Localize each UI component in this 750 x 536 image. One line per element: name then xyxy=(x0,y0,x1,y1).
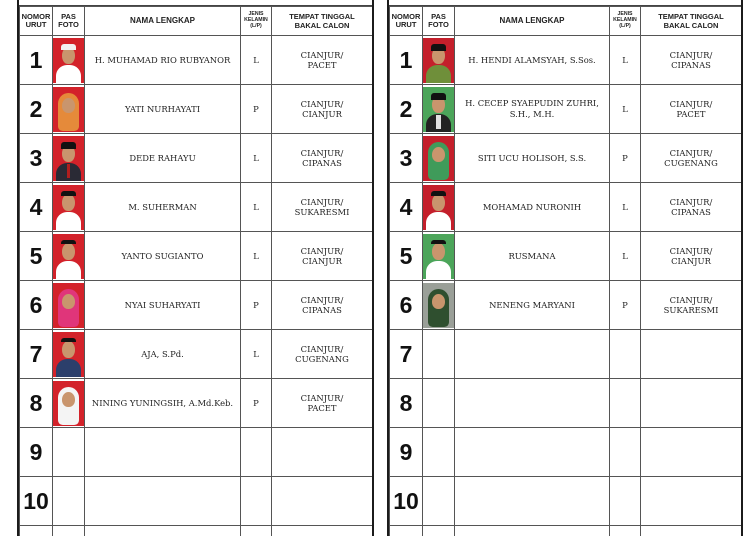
header-pas-foto: PAS FOTO xyxy=(423,7,455,36)
candidate-photo-empty xyxy=(423,330,455,379)
candidate-sex xyxy=(610,330,641,379)
candidate-residence: CIANJUR/ CUGENANG xyxy=(272,330,373,379)
candidate-photo xyxy=(53,379,85,428)
row-number: 2 xyxy=(20,85,53,134)
candidate-name: H. CECEP SYAEPUDIN ZUHRI, S.H., M.H. xyxy=(455,85,610,134)
table-row xyxy=(390,428,742,477)
header-tempat-tinggal: TEMPAT TINGGAL BAKAL CALON xyxy=(641,7,742,36)
candidate-sex: L xyxy=(241,232,272,281)
candidate-residence xyxy=(641,379,742,428)
table-header xyxy=(20,7,373,36)
candidate-photo xyxy=(423,36,455,85)
candidate-photo xyxy=(53,281,85,330)
candidate-sex: L xyxy=(241,183,272,232)
table-row xyxy=(390,379,742,428)
candidate-sex: P xyxy=(241,85,272,134)
table-row xyxy=(20,379,373,428)
table-row xyxy=(390,36,742,85)
candidate-sex xyxy=(241,477,272,526)
candidate-list-right xyxy=(387,0,743,536)
candidate-residence xyxy=(272,428,373,477)
row-number: 5 xyxy=(20,232,53,281)
table-row xyxy=(20,36,373,85)
header-nomor-urut: NOMOR URUT xyxy=(20,7,53,36)
candidate-name: NENENG MARYANI xyxy=(455,281,610,330)
table-row xyxy=(20,477,373,526)
table-row xyxy=(20,183,373,232)
candidate-name xyxy=(455,379,610,428)
candidate-sex: L xyxy=(610,36,641,85)
candidate-name: YANTO SUGIANTO xyxy=(85,232,241,281)
candidate-photo xyxy=(423,183,455,232)
row-number: 9 xyxy=(390,428,423,477)
candidate-residence: CIANJUR/ SUKARESMI xyxy=(641,281,742,330)
table-row xyxy=(390,281,742,330)
candidate-photo xyxy=(423,281,455,330)
table-row xyxy=(20,526,373,536)
candidate-sex: L xyxy=(241,330,272,379)
header-jenis-kelamin: JENIS KELAMIN (L/P) xyxy=(610,7,641,36)
table-row xyxy=(20,281,373,330)
row-number: 3 xyxy=(390,134,423,183)
header-pas-foto: PAS FOTO xyxy=(53,7,85,36)
candidate-table-right xyxy=(389,6,742,536)
row-number: 4 xyxy=(20,183,53,232)
candidate-photo xyxy=(53,183,85,232)
candidate-residence: CIANJUR/ CIPANAS xyxy=(272,281,373,330)
candidate-list-left xyxy=(17,0,374,536)
header-nama-lengkap: NAMA LENGKAP xyxy=(85,7,241,36)
header-jenis-kelamin: JENIS KELAMIN (L/P) xyxy=(241,7,272,36)
candidate-name: DEDE RAHAYU xyxy=(85,134,241,183)
candidate-residence xyxy=(641,477,742,526)
candidate-photo xyxy=(423,134,455,183)
row-number: 6 xyxy=(390,281,423,330)
row-number: 7 xyxy=(390,330,423,379)
table-row xyxy=(390,477,742,526)
header-nomor-urut: NOMOR URUT xyxy=(390,7,423,36)
candidate-photo-empty xyxy=(423,379,455,428)
candidate-photo xyxy=(53,36,85,85)
candidate-residence: CIANJUR/ PACET xyxy=(272,379,373,428)
candidate-name: H. MUHAMAD RIO RUBYANOR xyxy=(85,36,241,85)
row-number: 7 xyxy=(20,330,53,379)
candidate-name: MOHAMAD NURONIH xyxy=(455,183,610,232)
candidate-photo xyxy=(53,134,85,183)
candidate-photo xyxy=(53,85,85,134)
candidate-residence: CIANJUR/ CIANJUR xyxy=(272,232,373,281)
candidate-residence xyxy=(641,330,742,379)
table-row xyxy=(20,232,373,281)
candidate-photo-empty xyxy=(423,477,455,526)
candidate-name: NYAI SUHARYATI xyxy=(85,281,241,330)
candidate-sex: P xyxy=(610,134,641,183)
candidate-name xyxy=(455,477,610,526)
candidate-residence: CIANJUR/ CIPANAS xyxy=(641,183,742,232)
candidate-sex xyxy=(610,477,641,526)
table-row xyxy=(20,330,373,379)
row-number: 1 xyxy=(20,36,53,85)
table-row xyxy=(20,428,373,477)
candidate-residence: CIANJUR/ CUGENANG xyxy=(641,134,742,183)
candidate-name: YATI NURHAYATI xyxy=(85,85,241,134)
candidate-sex xyxy=(610,379,641,428)
candidate-sex: L xyxy=(610,85,641,134)
table-row xyxy=(390,134,742,183)
candidate-photo-empty xyxy=(53,428,85,477)
candidate-name: RUSMANA xyxy=(455,232,610,281)
row-number: 3 xyxy=(20,134,53,183)
candidate-residence xyxy=(641,428,742,477)
candidate-name: SITI UCU HOLISOH, S.S. xyxy=(455,134,610,183)
candidate-sex: P xyxy=(610,281,641,330)
candidate-name: M. SUHERMAN xyxy=(85,183,241,232)
candidate-sex: L xyxy=(241,36,272,85)
table-row xyxy=(390,232,742,281)
candidate-photo xyxy=(53,232,85,281)
candidate-residence: CIANJUR/ CIPANAS xyxy=(641,36,742,85)
candidate-photo-empty xyxy=(53,477,85,526)
table-row xyxy=(390,85,742,134)
candidate-sex: L xyxy=(241,134,272,183)
table-row xyxy=(20,85,373,134)
candidate-residence: CIANJUR/ PACET xyxy=(272,36,373,85)
header-nama-lengkap: NAMA LENGKAP xyxy=(455,7,610,36)
candidate-photo-empty xyxy=(423,428,455,477)
row-number: 5 xyxy=(390,232,423,281)
table-row xyxy=(20,134,373,183)
candidate-name xyxy=(85,477,241,526)
row-number: 4 xyxy=(390,183,423,232)
candidate-residence: CIANJUR/ CIPANAS xyxy=(272,134,373,183)
row-number: 8 xyxy=(390,379,423,428)
row-number: 6 xyxy=(20,281,53,330)
candidate-photo xyxy=(423,85,455,134)
candidate-sex: P xyxy=(241,281,272,330)
candidate-name xyxy=(85,428,241,477)
candidate-residence xyxy=(272,477,373,526)
candidate-name: H. HENDI ALAMSYAH, S.Sos. xyxy=(455,36,610,85)
row-number: 1 xyxy=(390,36,423,85)
header-tempat-tinggal: TEMPAT TINGGAL BAKAL CALON xyxy=(272,7,373,36)
candidate-sex: L xyxy=(610,232,641,281)
table-row xyxy=(390,526,742,536)
table-row xyxy=(390,183,742,232)
table-header xyxy=(390,7,742,36)
candidate-photo xyxy=(53,330,85,379)
row-number: 2 xyxy=(390,85,423,134)
row-number: 9 xyxy=(20,428,53,477)
candidate-sex: P xyxy=(241,379,272,428)
candidate-name: AJA, S.Pd. xyxy=(85,330,241,379)
candidate-name xyxy=(455,330,610,379)
candidate-sex: L xyxy=(610,183,641,232)
candidate-sex xyxy=(241,428,272,477)
candidate-residence: CIANJUR/ CIANJUR xyxy=(272,85,373,134)
candidate-name: NINING YUNINGSIH, A.Md.Keb. xyxy=(85,379,241,428)
row-number: 8 xyxy=(20,379,53,428)
candidate-photo xyxy=(423,232,455,281)
candidate-residence: CIANJUR/ CIANJUR xyxy=(641,232,742,281)
table-row xyxy=(390,330,742,379)
row-number: 10 xyxy=(20,477,53,526)
candidate-residence: CIANJUR/ PACET xyxy=(641,85,742,134)
row-number: 10 xyxy=(390,477,423,526)
candidate-sex xyxy=(610,428,641,477)
candidate-name xyxy=(455,428,610,477)
candidate-table-left xyxy=(19,6,373,536)
candidate-residence: CIANJUR/ SUKARESMI xyxy=(272,183,373,232)
